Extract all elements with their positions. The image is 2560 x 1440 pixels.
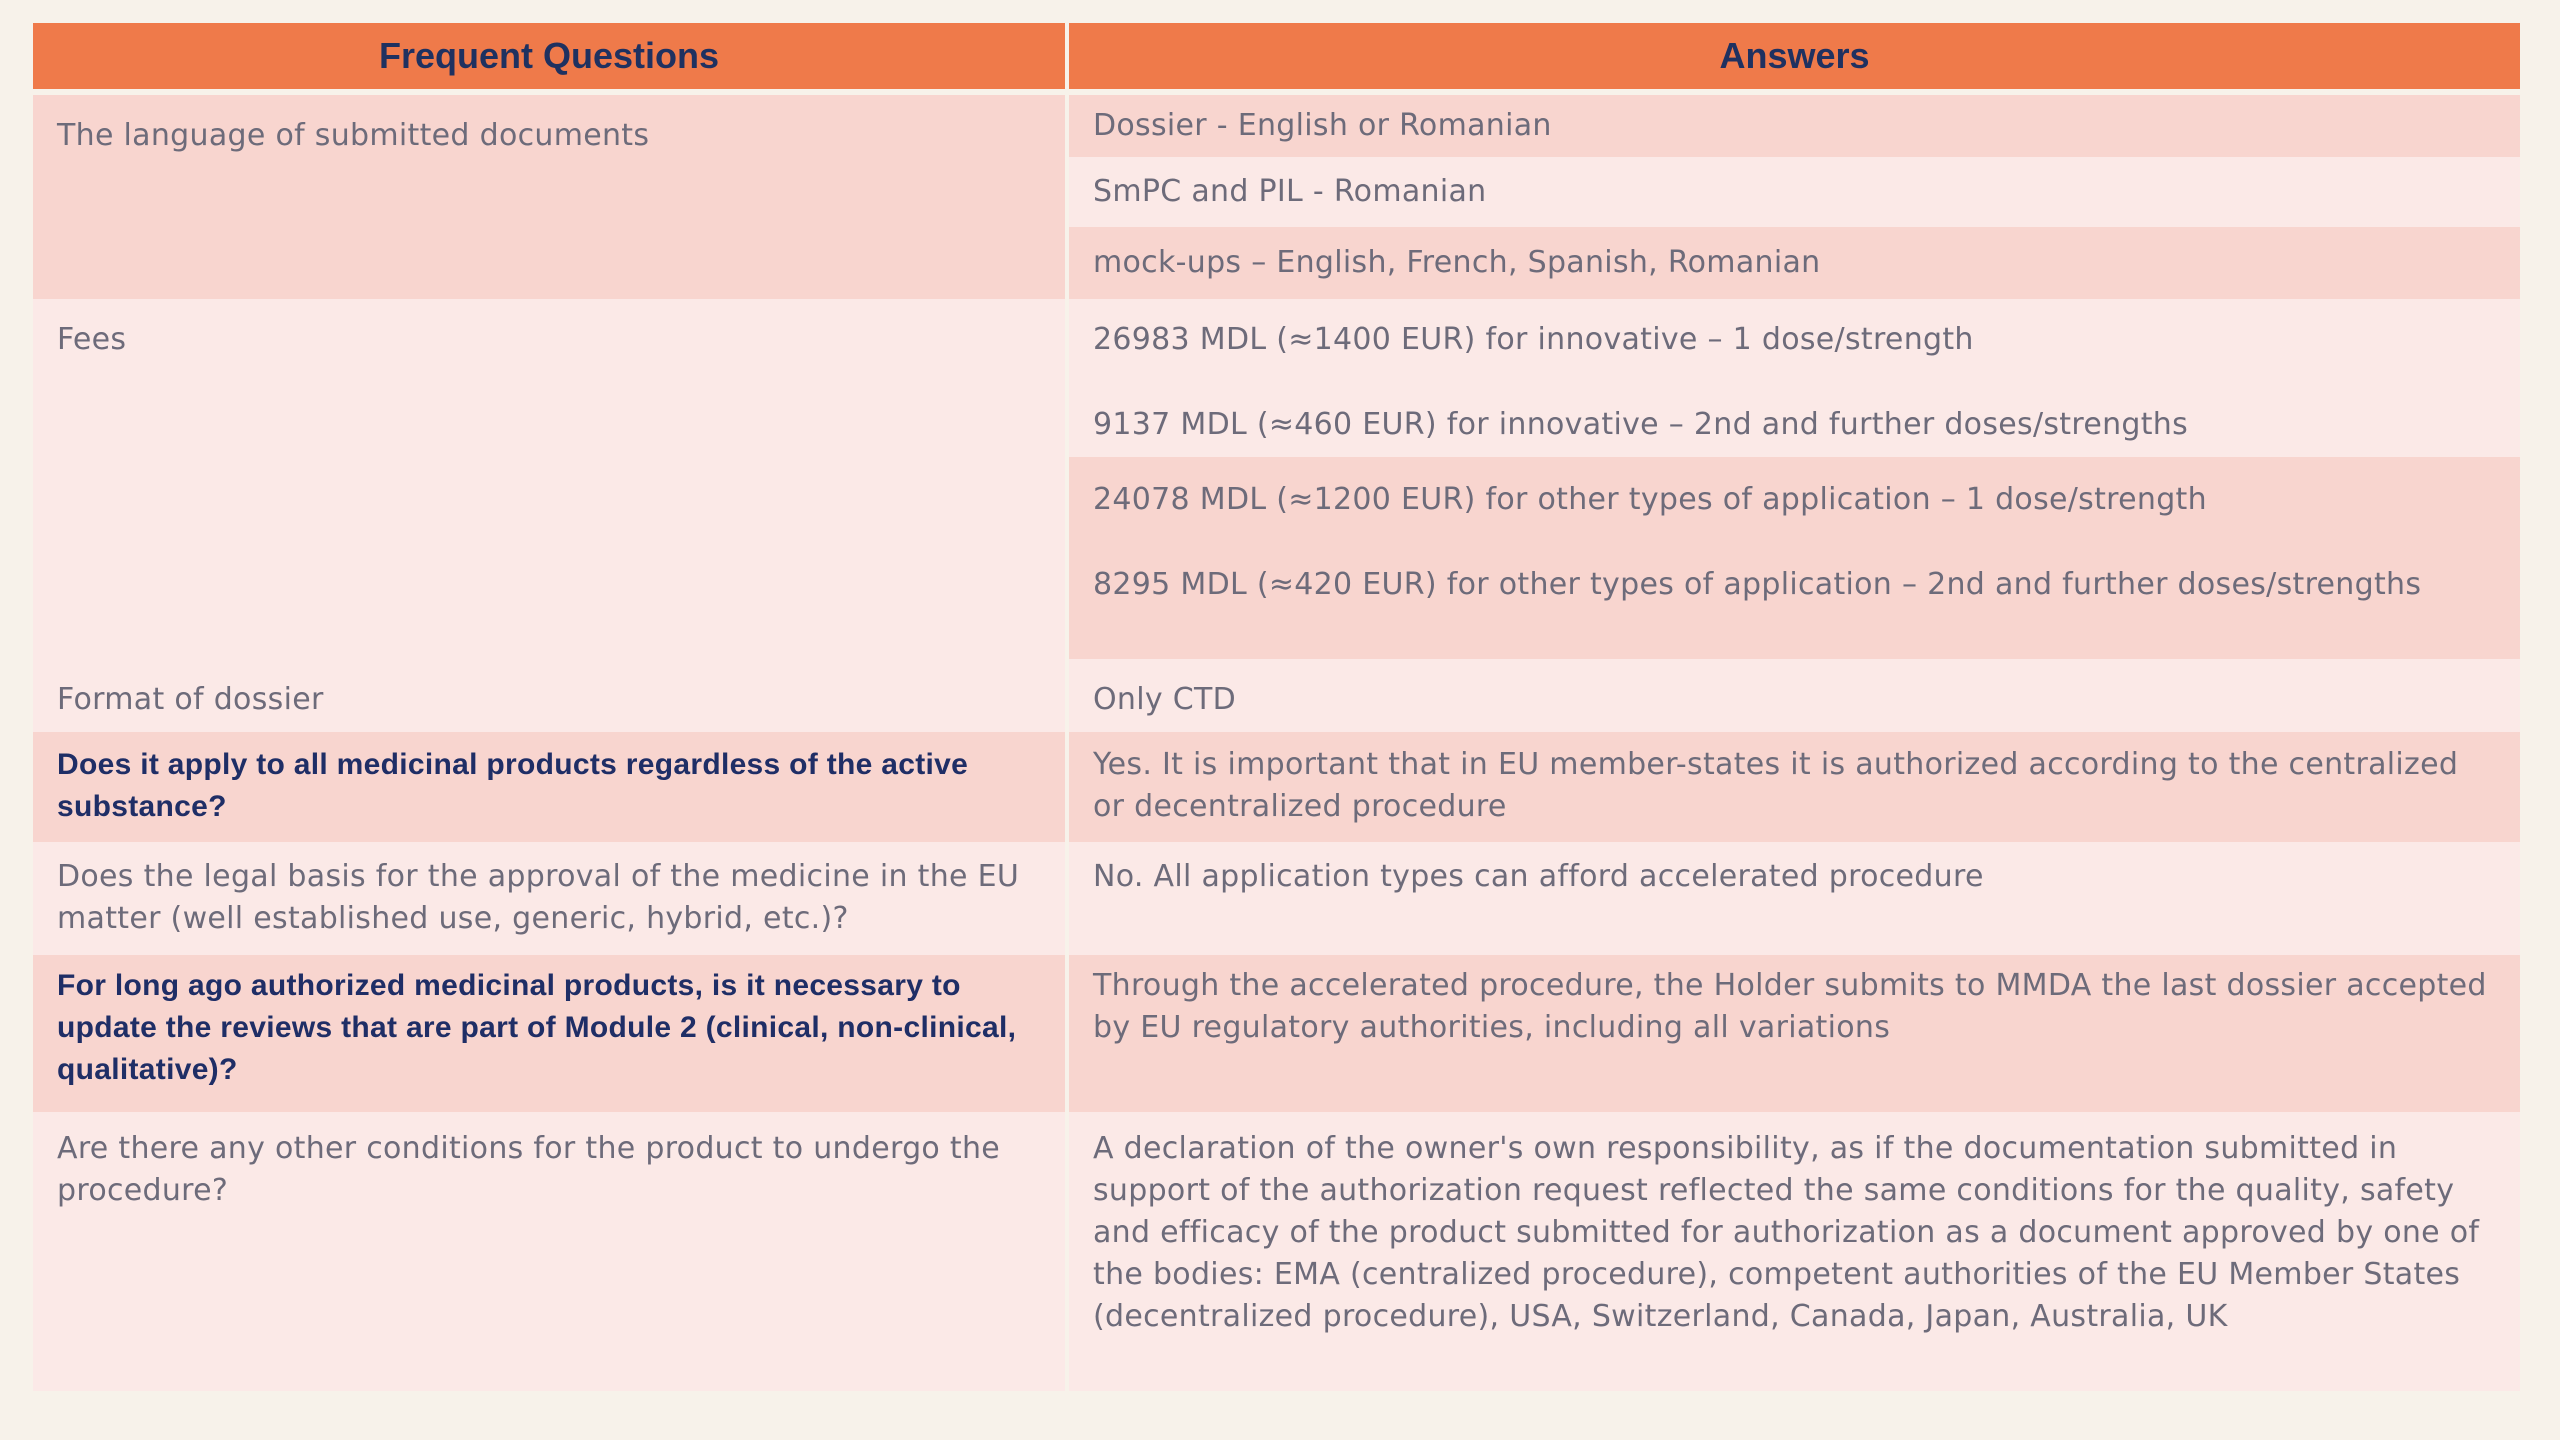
fees-innovative-block	[1069, 299, 2520, 457]
answer-line: 8295 MDL (≈420 EUR) for other types of application – 2nd and further doses/strengths	[1093, 567, 2422, 602]
answer-format: Only CTD	[1069, 659, 2520, 732]
question-applies-all: Does it apply to all medicinal products regardless of the active substance?	[33, 732, 1069, 842]
header-answers: Answers	[1069, 23, 2520, 89]
answer-module2: Through the accelerated procedure, the Holder submits to MMDA the last dossier accepted by EU regulatory authorities, including all variations	[1069, 955, 2520, 1112]
answer-line: mock-ups – English, French, Spanish, Romanian	[1069, 227, 2520, 299]
answer-line: SmPC and PIL - Romanian	[1069, 157, 2520, 227]
question-other-conditions: Are there any other conditions for the product to undergo the procedure?	[33, 1112, 1069, 1391]
answer-line: 24078 MDL (≈1200 EUR) for other types of application – 1 dose/strength	[1093, 482, 2207, 517]
fees-other-block	[1069, 457, 2520, 659]
answer-language	[1069, 95, 2520, 299]
answer-line: 9137 MDL (≈460 EUR) for innovative – 2nd and further doses/strengths	[1093, 407, 2189, 442]
question-legal-basis: Does the legal basis for the approval of the medicine in the EU matter (well established use, generic, hybrid, etc.)?	[33, 842, 1069, 955]
answer-line: 26983 MDL (≈1400 EUR) for innovative – 1 dose/strength	[1093, 322, 1974, 357]
question-module2: For long ago authorized medicinal products, is it necessary to update the reviews that are part of Module 2 (clinical, non-clinical, qualitative)?	[33, 955, 1069, 1112]
answer-line: Dossier - English or Romanian	[1069, 95, 2520, 157]
answer-applies-all: Yes. It is important that in EU member-states it is authorized according to the centralized or decentralized procedure	[1069, 732, 2520, 842]
answer-fees	[1069, 299, 2520, 659]
question-format: Format of dossier	[33, 659, 1069, 732]
header-questions: Frequent Questions	[33, 23, 1069, 89]
faq-table	[33, 23, 2520, 1391]
answer-other-conditions: A declaration of the owner's own responsibility, as if the documentation submitted in support of the authorization request reflected the same conditions for the quality, safety and efficacy of the product submitted for authorization as a document approved by one of the bodies: EMA (centralized procedure), competent authorities of the EU Member States (decentralized procedure), USA, Switzerland, Canada, Japan, Australia, UK	[1069, 1112, 2520, 1391]
question-fees: Fees	[33, 299, 1069, 659]
question-language: The language of submitted documents	[33, 95, 1069, 299]
answer-legal-basis: No. All application types can afford accelerated procedure	[1069, 842, 2520, 955]
